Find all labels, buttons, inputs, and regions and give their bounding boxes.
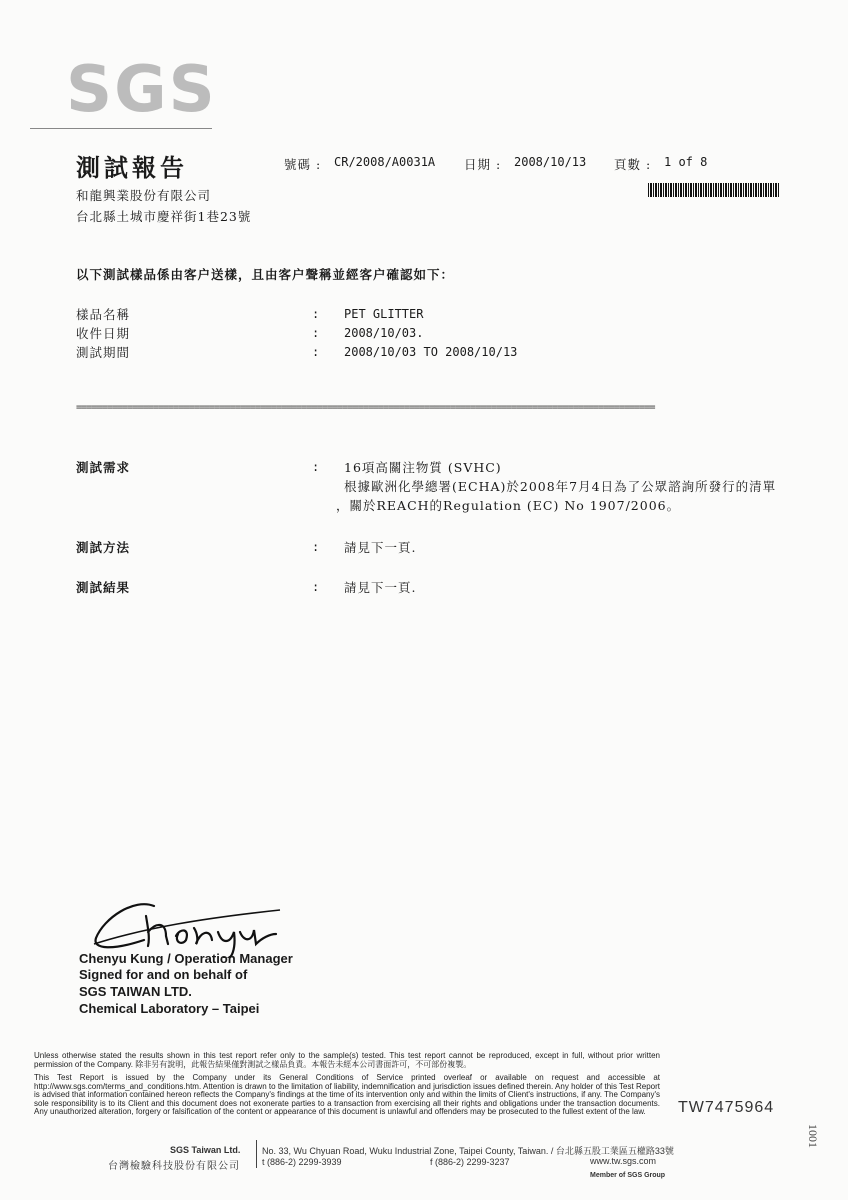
sample-name-label: 樣品名稱 — [76, 307, 131, 322]
report-date-value: 2008/10/13 — [514, 155, 587, 169]
sample-name-colon: : — [312, 307, 320, 321]
barcode — [648, 183, 780, 197]
test-method-colon: : — [312, 540, 320, 554]
test-result-label: 測試結果 — [76, 580, 131, 595]
test-period-value: 2008/10/03 TO 2008/10/13 — [344, 345, 518, 359]
report-title: 測試報告 — [76, 153, 188, 182]
test-requirement-colon: : — [312, 460, 320, 474]
client-name: 和龍興業股份有限公司 — [76, 188, 212, 203]
separator-line: ================================================================================================================= — [76, 402, 655, 413]
test-method-label: 測試方法 — [76, 540, 131, 555]
test-requirement-label: 測試需求 — [76, 460, 131, 475]
test-result-colon: : — [312, 580, 320, 594]
logo-underline — [30, 128, 212, 129]
test-requirement-line2: 根據歐洲化學總署(ECHA)於2008年7月4日為了公眾諮詢所發行的清單 — [344, 479, 777, 494]
sample-name-value: PET GLITTER — [344, 307, 424, 321]
test-result-value: 請見下一頁. — [344, 580, 417, 595]
side-code: 1001 — [806, 1124, 820, 1148]
test-period-colon: : — [312, 345, 320, 359]
signature-image — [84, 888, 284, 958]
signatory-name: Chenyu Kung / Operation Manager — [79, 951, 293, 966]
test-requirement-line1: 16項高關注物質 (SVHC) — [344, 460, 502, 475]
disclaimer-terms: This Test Report is issued by the Company under its General Conditions of Service printed overleaf or available on request and accessible at http://www.sgs.com/terms_and_conditions.htm. Attention is drawn to the limitation of liability, indemnification and jurisdiction issues defined therein. Any holder of this Test Report is advised that information contained hereon reflects the Company's findings at the time of its intervention only and within the limits of Client's instructions, if any. The Company's sole responsibility is to its Client and this document does not exonerate parties to a transaction from exercising all their rights and obligations under the transaction documents. Any unauthorized alteration, forgery or falsification of the content or appearance of this document is unlawful and offenders may be prosecuted to the fullest extent of the law. — [34, 1073, 660, 1116]
footer-member: Member of SGS Group — [590, 1172, 666, 1179]
sgs-logo: SGS — [66, 53, 217, 127]
report-date-label: 日期 : — [464, 157, 502, 172]
received-date-colon: : — [312, 326, 320, 340]
signatory-lab: Chemical Laboratory – Taipei — [79, 1001, 260, 1016]
footer-tel: t (886-2) 2299-3939 — [262, 1157, 342, 1167]
test-period-label: 測試期間 — [76, 345, 131, 360]
footer-address: No. 33, Wu Chyuan Road, Wuku Industrial Zone, Taipei County, Taiwan. / 台北縣五股工業區五權路33號 — [262, 1146, 674, 1156]
signatory-company: SGS TAIWAN LTD. — [79, 984, 192, 999]
disclaimer-reproduction: Unless otherwise stated the results shown in this test report refer only to the sample(s) tested. This test report cannot be reproduced, except in full, without prior written permission of the Company. 除非另有說明，此報告結果僅對測試之樣品負責。本報告未經本公司書面許可，不可部份複製。 — [34, 1051, 660, 1069]
footer-company-zh: 台灣檢驗科技股份有限公司 — [108, 1161, 240, 1172]
client-address: 台北縣土城市慶祥街1巷23號 — [76, 209, 252, 224]
received-date-label: 收件日期 — [76, 326, 131, 341]
footer-divider — [256, 1140, 257, 1168]
test-method-value: 請見下一頁. — [344, 540, 417, 555]
footer-company-en: SGS Taiwan Ltd. — [170, 1145, 241, 1155]
intro-statement: 以下測試樣品係由客户送樣，且由客户聲稱並經客户確認如下： — [76, 267, 455, 282]
received-date-value: 2008/10/03. — [344, 326, 424, 340]
report-pages-label: 頁數 : — [614, 157, 652, 172]
footer-web: www.tw.sgs.com — [590, 1156, 657, 1166]
serial-number: TW7475964 — [678, 1099, 775, 1116]
test-requirement-line3: ，關於REACH的Regulation (EC) No 1907/2006。 — [336, 498, 681, 513]
report-number-value: CR/2008/A0031A — [334, 155, 436, 169]
report-pages-value: 1 of 8 — [664, 155, 708, 169]
footer-fax: f (886-2) 2299-3237 — [430, 1157, 510, 1167]
signatory-behalf: Signed for and on behalf of — [79, 967, 248, 982]
report-number-label: 號碼 : — [284, 157, 322, 172]
